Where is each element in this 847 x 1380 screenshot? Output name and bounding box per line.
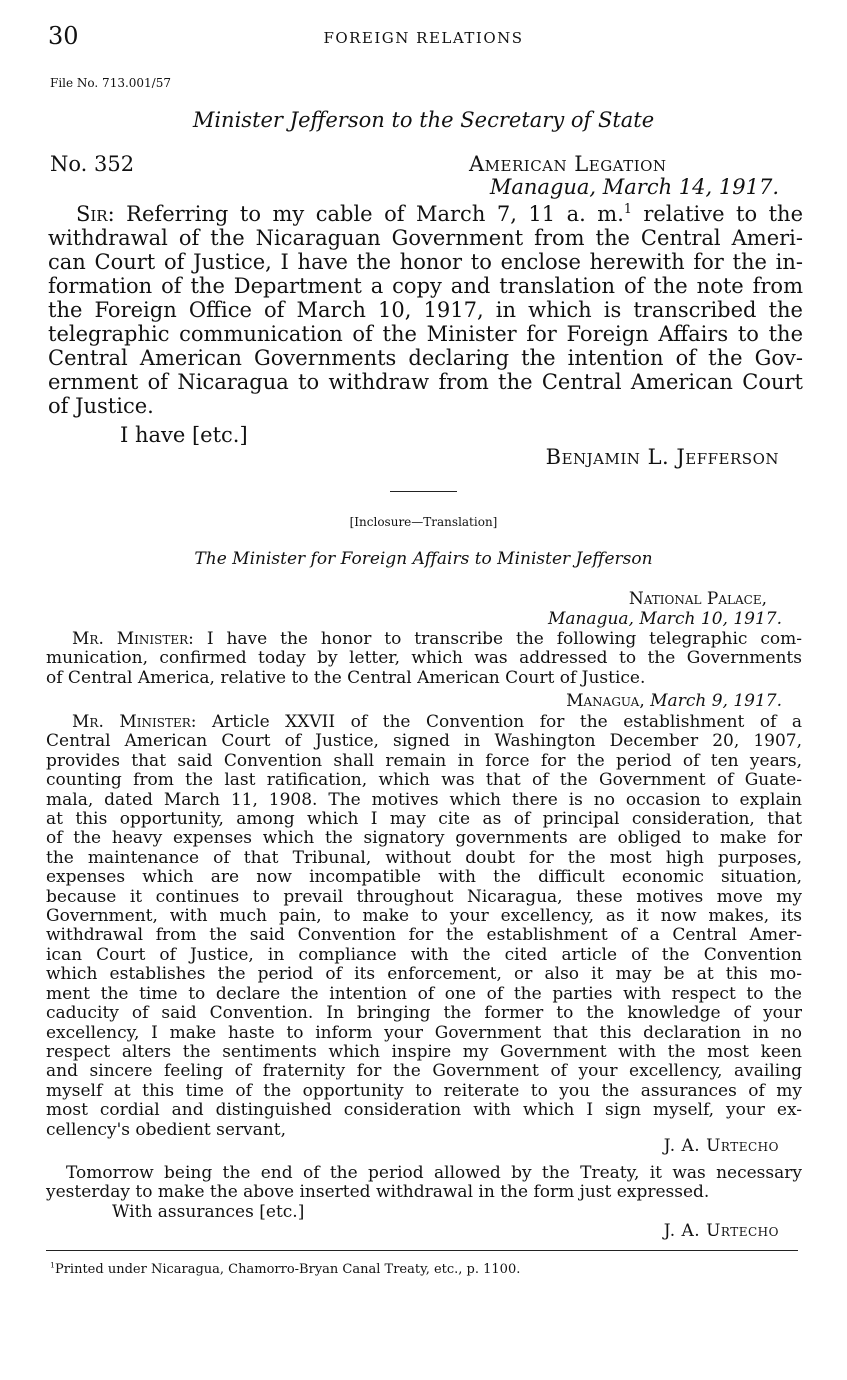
body-line: munication, confirmed today by letter, which was addressed to the Governments [46, 648, 802, 669]
telegram-dateline: Managua, March 9, 1917. [566, 691, 782, 711]
body-line: which establishes the period of its enforcement, or also it may be at this mo- [46, 964, 802, 985]
body-line: because it continues to prevail throughout Nicaragua, these motives move my [46, 886, 802, 907]
telegram-signature: J. A. Urtecho [663, 1136, 779, 1156]
salutation: Sir [76, 202, 108, 226]
letter-body [48, 202, 803, 418]
body-line: of Justice. [48, 394, 154, 418]
footnote-rule [46, 1250, 798, 1251]
body-line: Tomorrow being the end of the period allowed by the Treaty, it was necessary [66, 1163, 802, 1183]
signature: Benjamin L. Jefferson [545, 445, 779, 469]
salutation: Mr. Minister [72, 712, 191, 732]
body-line: Central American Governments declaring the intention of the Gov- [48, 346, 803, 370]
footnote-text: Printed under Nicaragua, Chamorro-Bryan Canal Treaty, etc., p. 1100. [54, 1262, 521, 1277]
body-line: ment the time to declare the intention of one of the parties with respect to the [46, 983, 802, 1004]
inclosure-closing-paragraph [46, 1164, 802, 1203]
body-line: respect alters the sentiments which inspire my Government with the most keen [46, 1041, 802, 1062]
body-line: withdrawal of the Nicaraguan Government from the Central Ameri- [48, 226, 803, 250]
letter-title: Minister Jefferson to the Secretary of State [192, 108, 655, 132]
body-line: myself at this time of the opportunity to reiterate to you the assurances of my [46, 1080, 802, 1101]
body-line: yesterday to make the above inserted withdrawal in the form just expressed. [46, 1182, 710, 1203]
letter-date: Managua, March 14, 1917. [489, 175, 779, 199]
footnote-marker: 1 [50, 1260, 55, 1270]
inclosure-label: [Inclosure—Translation] [349, 515, 498, 529]
footnote-ref: 1 [623, 201, 632, 216]
body-line: provides that said Convention shall remain in force for the period of ten years, [46, 750, 802, 771]
body-line: can Court of Justice, I have the honor to enclose herewith for the in- [48, 250, 803, 274]
body-line: Sir: Referring to my cable of March 7, 11 a. m.$^1$ relative to the [76, 201, 803, 226]
inclosure-place: National Palace, [628, 589, 767, 609]
body-line: expenses which are now incompatible with the difficult economic situation, [46, 867, 802, 888]
inclosure-title: The Minister for Foreign Affairs to Minister Jefferson [194, 549, 653, 569]
body-line: withdrawal from the said Convention for the establishment of a Central Amer- [46, 925, 802, 946]
body-line: formation of the Department a copy and translation of the note from [48, 274, 803, 298]
body-line: caducity of said Convention. In bringing the former to the knowledge of your [46, 1003, 802, 1024]
complimentary-close: I have [etc.] [120, 423, 248, 447]
body-line: the Foreign Office of March 10, 1917, in which is transcribed the [48, 298, 803, 322]
section-divider [390, 491, 457, 492]
body-line: most cordial and distinguished consideration with which I sign myself, your ex- [46, 1100, 802, 1121]
body-line: telegraphic communication of the Minister for Foreign Affairs to the [48, 322, 803, 346]
body-line: at this opportunity, among which I may cite as of principal consideration, that [46, 809, 802, 830]
body-line: counting from the last ratification, which was that of the Government of Guate- [46, 770, 802, 791]
body-line: cellency's obedient servant, [46, 1119, 286, 1140]
page-number: 30 [48, 22, 79, 50]
body-line: the maintenance of that Tribunal, without doubt for the most high purposes, [46, 847, 802, 868]
footnote [50, 1262, 520, 1277]
body-line: of the heavy expenses which the signatory governments are obliged to make for [46, 828, 802, 849]
telegram-body [46, 713, 802, 1140]
body-line: Mr. Minister: I have the honor to transcribe the following telegraphic com- [72, 629, 802, 649]
body-line: excellency, I make haste to inform your Government that this declaration in no [46, 1022, 802, 1043]
body-line: Central American Court of Justice, signed in Washington December 20, 1907, [46, 731, 802, 752]
despatch-number: No. 352 [50, 152, 135, 176]
body-line: ican Court of Justice, in compliance with the cited article of the Convention [46, 944, 802, 965]
body-line: Mr. Minister: Article XXVII of the Convention for the establishment of a [72, 712, 803, 732]
salutation: Mr. Minister [72, 629, 189, 649]
file-number: File No. 713.001/57 [50, 76, 171, 90]
body-line: mala, dated March 11, 1908. The motives which there is no occasion to explain [46, 789, 802, 810]
inclosure-date: Managua, March 10, 1917. [547, 609, 782, 629]
body-line: of Central America, relative to the Central American Court of Justice. [46, 667, 646, 688]
inclosure-signature: J. A. Urtecho [663, 1221, 779, 1241]
body-line: and sincere feeling of fraternity for the Government of your excellency, availing [46, 1061, 802, 1082]
legation-heading: American Legation [469, 152, 667, 176]
inclosure-intro [46, 630, 802, 688]
body-line: ernment of Nicaragua to withdraw from the Central American Court [48, 370, 803, 394]
inclosure-complimentary-close: With assurances [etc.] [112, 1202, 305, 1222]
running-title: FOREIGN RELATIONS [323, 29, 524, 47]
body-line: Government, with much pain, to make to your excellency, as it now makes, its [46, 906, 802, 927]
